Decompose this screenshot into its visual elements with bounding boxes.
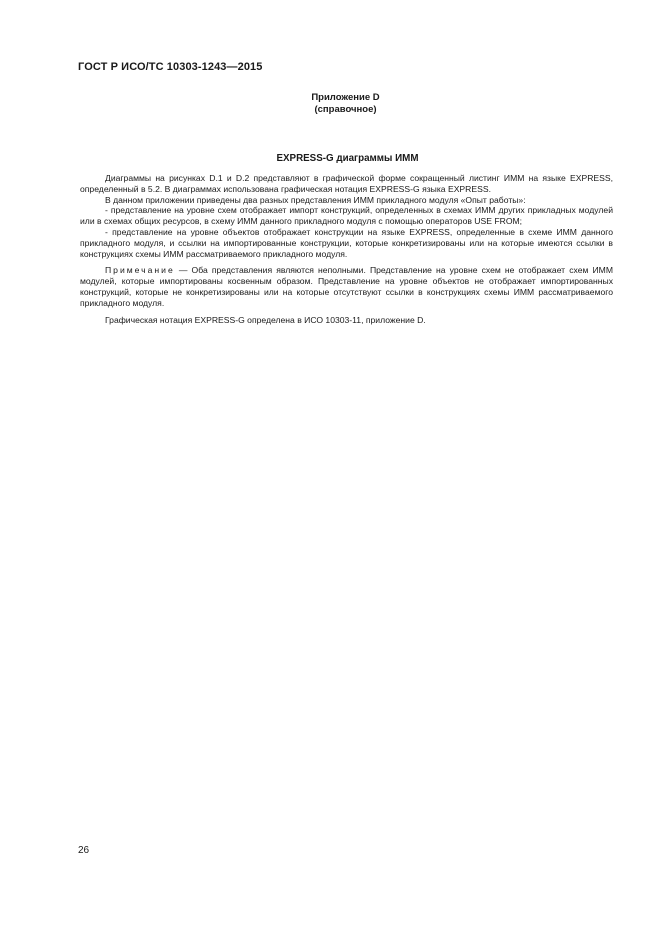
section-title: EXPRESS-G диаграммы ИММ	[276, 153, 419, 164]
note-text: — Оба представления являются неполными. Представление на уровне схем не отображает схем ИММ модулей, которые импортированы косвенным образом. Представление на уровне объектов не отображает импортированных конструкций, которые не конкретизированы или на которые отсутствуют ссылки в конструкциях схемы ИММ рассматриваемого прикладного модуля.	[80, 265, 613, 308]
note-label: Примечание	[105, 265, 175, 276]
body-text	[80, 173, 613, 325]
paragraph-schema-level: - представление на уровне схем отображает импорт конструкций, определенных в схемах ИММ других прикладных модулей или в схемах общих ресурсов, в схему ИММ данного прикладного модуля с помощью операторов USE FROM;	[80, 205, 613, 227]
paragraph-representations: В данном приложении приведены два разных представления ИММ прикладного модуля «Опыт работы»:	[105, 194, 526, 205]
paragraph-notation: Графическая нотация EXPRESS-G определена в ИСО 10303-11, приложение D.	[105, 314, 426, 325]
page-number: 26	[78, 845, 90, 856]
appendix-label: Приложение D	[311, 92, 380, 103]
paragraph-entity-level: - представление на уровне объектов отображает конструкции на языке EXPRESS, определенные в схеме ИММ данного прикладного модуля, и ссылки на импортированные конструкции, которые конкретизированы или на которые имеются ссылки в конструкциях схемы ИММ рассматриваемого прикладного модуля.	[80, 226, 613, 259]
paragraph-intro: Диаграммы на рисунках D.1 и D.2 представляют в графической форме сокращенный листинг ИММ на языке EXPRESS, определенный в 5.2. В диаграммах использована графическая нотация EXPRESS-G языка EXPRESS.	[80, 173, 613, 194]
document-id-header: ГОСТ Р ИСО/ТС 10303-1243—2015	[78, 61, 263, 73]
appendix-kind: (справочное)	[314, 104, 377, 115]
appendix-heading	[0, 92, 661, 116]
note-paragraph	[80, 265, 613, 308]
